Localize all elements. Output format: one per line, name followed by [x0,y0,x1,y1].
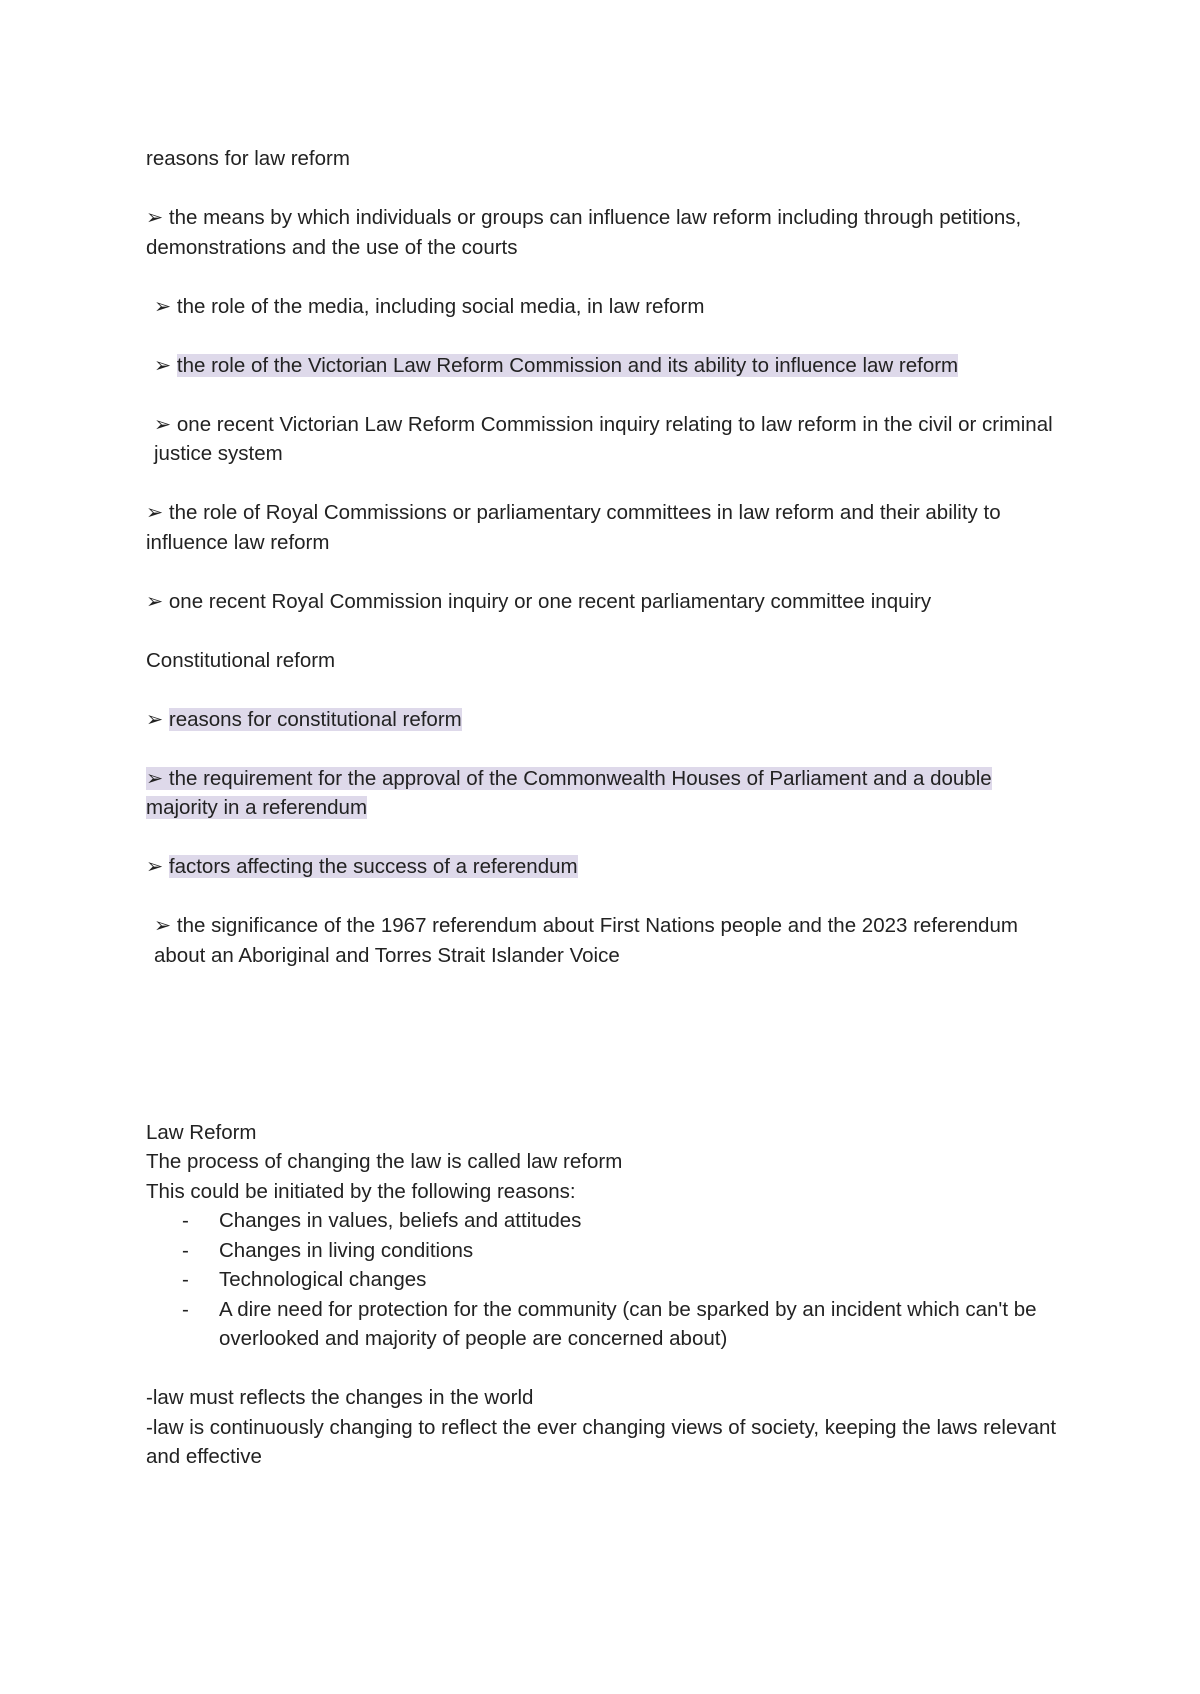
outline-item-text: the role of Royal Commissions or parliamentary committees in law reform and their ability to influence law reform [146,501,1001,554]
outline-item-text: the role of the media, including social media, in law reform [176,294,705,318]
arrow-bullet-icon: ➢ [146,501,164,524]
arrow-bullet-icon: ➢ [146,855,164,878]
outline-item-text-highlighted: the role of the Victorian Law Reform Commission and its ability to influence law reform [176,353,959,377]
notes-point: -law must reflects the changes in the world [146,1386,534,1409]
outline-item [146,351,1066,381]
list-item [146,1295,1066,1354]
notes-point: -law is continuously changing to reflect the ever changing views of society, keeping the laws relevant and effective [146,1415,1057,1468]
notes-intro: This could be initiated by the following reasons: [146,1179,576,1203]
list-item-text: Changes in living conditions [219,1238,474,1262]
outline-item [146,852,1066,882]
document-page [146,144,1066,1472]
list-item-text: Technological changes [219,1268,427,1291]
law-reform-notes [146,1118,1066,1472]
outline-item-text: one recent Victorian Law Reform Commission inquiry relating to law reform in the civil or criminal justice system [154,412,1053,465]
outline-item [146,911,1066,970]
dash-bullet-icon: - [182,1268,189,1291]
outline-item [146,764,1066,823]
arrow-bullet-icon: ➢ [154,294,172,318]
list-item [146,1265,1066,1295]
arrow-bullet-icon: ➢ [154,412,172,436]
constitutional-outline-list [146,705,1066,971]
list-item-text: Changes in values, beliefs and attitudes [219,1209,582,1232]
dash-bullet-icon: - [182,1209,189,1232]
outline-item-text: one recent Royal Commission inquiry or one recent parliamentary committee inquiry [168,589,932,613]
outline-item-text-highlighted: reasons for constitutional reform [168,707,462,731]
outline-item [146,292,1066,322]
dash-bullet-icon: - [182,1238,189,1262]
arrow-bullet-icon: ➢ [146,206,164,229]
blank-gap [146,1354,1066,1384]
notes-definition: The process of changing the law is called law reform [146,1150,623,1173]
arrow-bullet-icon: ➢ [154,353,172,377]
outline-item [146,587,1066,617]
law-reform-outline-list [146,203,1066,616]
dash-bullet-icon: - [182,1297,189,1321]
outline-item-text-highlighted: factors affecting the success of a referendum [168,855,578,878]
list-item [146,1236,1066,1266]
list-item [146,1206,1066,1236]
list-item-text: A dire need for protection for the community (can be sparked by an incident which can't be overlooked and majority of people are concerned about) [219,1297,1037,1350]
arrow-bullet-icon: ➢ [146,707,164,731]
outline-item-text: the significance of the 1967 referendum about First Nations people and the 2023 referendum about an Aboriginal and Torres Strait Islander Voice [154,914,1018,967]
blank-gap [146,1000,1066,1118]
outline-item [146,410,1066,469]
outline-item-text-highlighted: the requirement for the approval of the Commonwealth Houses of Parliament and a double majority in a referendum [146,766,992,819]
arrow-bullet-icon: ➢ [146,766,164,790]
reasons-list [146,1206,1066,1354]
constitutional-heading: Constitutional reform [146,648,336,672]
outline-item-text: the means by which individuals or groups can influence law reform including through petitions, demonstrations and the use of the courts [146,206,1022,259]
outline-item [146,705,1066,735]
arrow-bullet-icon: ➢ [146,589,164,613]
outline-item [146,203,1066,262]
outline-item [146,498,1066,557]
arrow-bullet-icon: ➢ [154,914,172,937]
notes-title: Law Reform [146,1120,257,1144]
outline-heading: reasons for law reform [146,147,350,170]
